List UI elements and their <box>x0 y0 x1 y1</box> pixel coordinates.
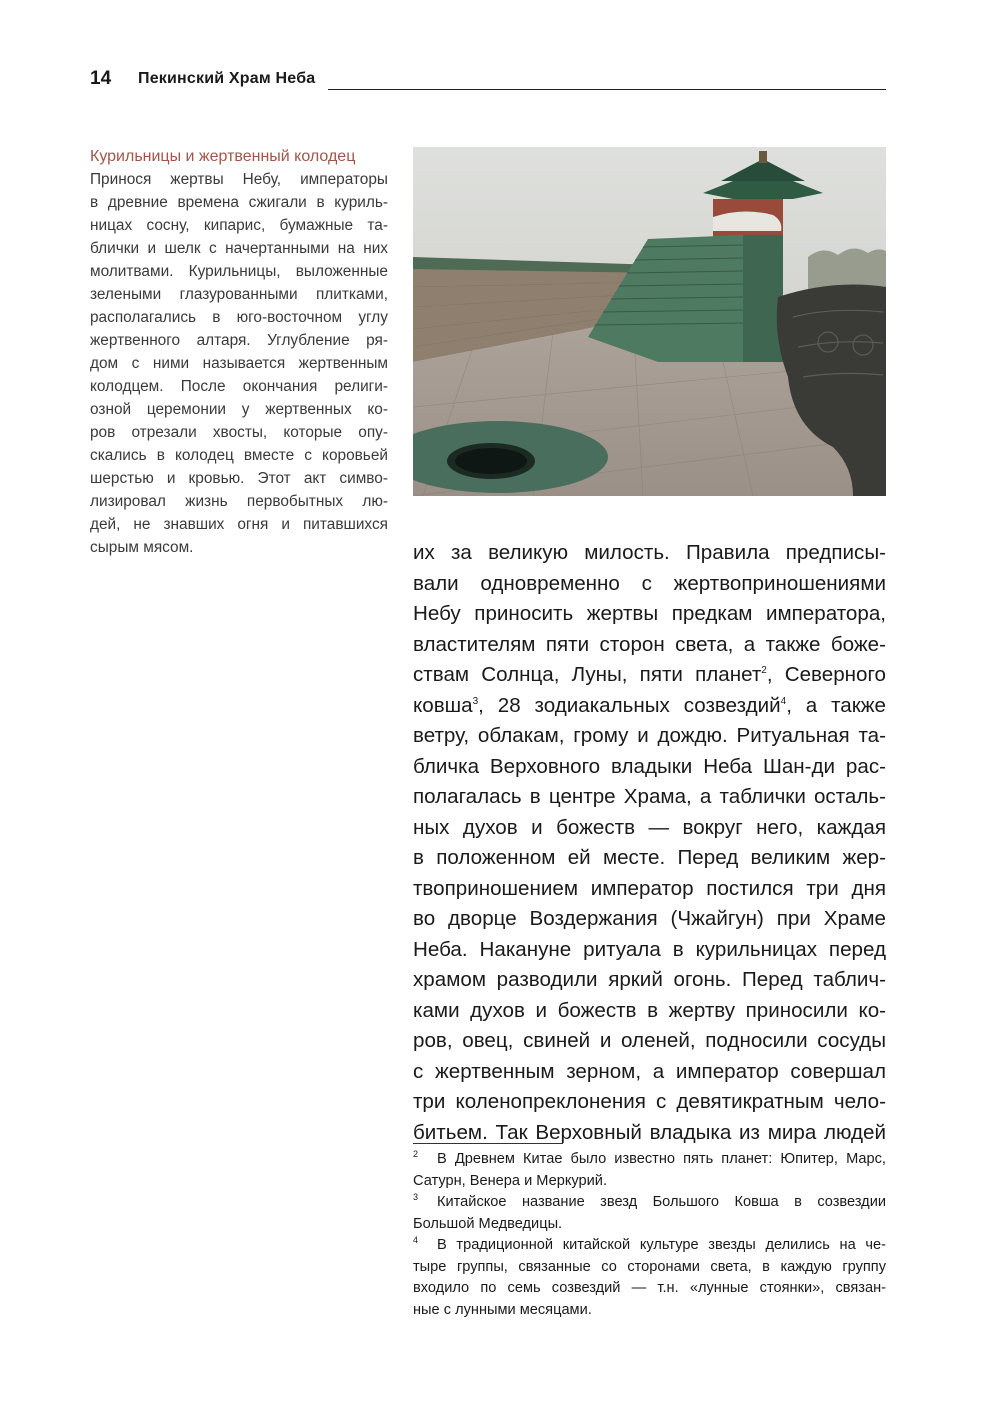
text-line: битьем. Так Верховный владыка из мира людей <box>413 1120 886 1144</box>
text-line: бличка Верховного владыки Неба Шан-ди рас- <box>413 754 886 778</box>
text-line: твоприношением император постился три дня <box>413 876 886 900</box>
text-line: Небу приносить жертвы предкам императора, <box>413 602 886 625</box>
footnote-line: входило по семь созвездий — т.н. «лунные стоянки», связан- <box>413 1280 886 1296</box>
sidebar-line: скались в колодец вместе с коровьей <box>90 447 388 464</box>
sidebar-line: шерстью и кровью. Этот акт симво- <box>90 470 388 487</box>
text-line: вали одновременно с жертвоприношениями <box>413 571 886 595</box>
sidebar-line: в древние времена сжигали в куриль- <box>90 194 388 211</box>
footnote-ref-4[interactable]: 4 <box>780 695 787 707</box>
sidebar-line: Принося жертвы Небу, императоры <box>90 171 388 188</box>
sidebar-line: располагались в юго-восточном углу <box>90 309 388 326</box>
sidebar-line: сырым мясом. <box>90 539 194 556</box>
running-header <box>90 64 886 94</box>
footnote-line: Сатурн, Венера и Меркурий. <box>413 1172 607 1189</box>
text-segment: , Северного <box>766 663 886 686</box>
text-line: властителям пяти сторон света, а также боже- <box>413 632 886 656</box>
running-title: Пекинский Храм Неба <box>138 70 316 87</box>
footnote-line: Большой Медведицы. <box>413 1215 563 1232</box>
sidebar-title: Курильницы и жертвенный колодец <box>90 148 356 165</box>
footnotes <box>413 1149 886 1321</box>
sidebar-line: жертвенного алтаря. Углубление ря- <box>90 332 388 349</box>
footnote-ref-3[interactable]: 3 <box>472 695 479 707</box>
sidebar-line: озной церемонии у жертвенных ко- <box>90 401 388 418</box>
text-line: храмом разводили яркий огонь. Перед таблич- <box>413 968 886 991</box>
text-line: ветру, облакам, грому и дождю. Ритуальная та- <box>413 724 886 747</box>
text-line: полагалась в центре Храма, а таблички осталь- <box>413 785 886 808</box>
sidebar-line: дом с ними называется жертвенным <box>90 355 388 372</box>
text-line <box>413 660 886 691</box>
sidebar-line: дей, не знавших огня и питавшихся <box>90 516 388 533</box>
page-number: 14 <box>90 68 112 89</box>
footnote-text: В традиционной китайской культуре звезды делились на че- <box>437 1237 886 1253</box>
text-line: ров, овец, свиней и оленей, подносили сосуды <box>413 1029 886 1052</box>
text-segment: ствам Солнца, Луны, пяти планет <box>413 663 762 686</box>
text-segment: , 28 зодиакальных созвездий <box>478 693 781 717</box>
sidebar-line: лизировал жизнь первобытных лю- <box>90 493 388 510</box>
footnote-4: 4 В традиционной китайской культуре звезды делились на че- <box>413 1235 886 1253</box>
text-line <box>413 691 886 722</box>
text-line: ных духов и божеств — вокруг него, каждая <box>413 815 886 839</box>
main-text <box>413 538 886 1148</box>
footnote-line: ные с лунными месяцами. <box>413 1301 592 1318</box>
text-line: Неба. Накануне ритуала в курильницах перед <box>413 937 886 961</box>
header-rule <box>328 89 886 90</box>
text-line: ками духов и божеств в жертву приносили ко- <box>413 998 886 1022</box>
sidebar-line: ров отрезали хвосты, которые опу- <box>90 424 388 441</box>
sidebar-line: колодцем. После окончания религи- <box>90 378 388 395</box>
sidebar-note <box>90 145 388 559</box>
footnote-ref-2[interactable]: 2 <box>761 665 767 676</box>
text-line: их за великую милость. Правила предписы- <box>413 541 886 564</box>
altar-photo <box>413 147 886 496</box>
footnote-rule <box>413 1143 563 1144</box>
text-line: во дворце Воздержания (Чжайгун) при Храме <box>413 907 886 930</box>
text-line: в положенном ей месте. Перед великим жер- <box>413 846 886 869</box>
sidebar-line: блички и шелк с начертанными на них <box>90 240 388 257</box>
text-segment: ковша <box>413 693 473 717</box>
sidebar-line: ницах сосну, кипарис, бумажные та- <box>90 217 388 234</box>
footnote-3: 3 Китайское название звезд Большого Ковша в созвездии <box>413 1192 886 1210</box>
sidebar-line: молитвами. Курильницы, выложенные <box>90 263 388 280</box>
text-line: три коленопреклонения с девятикратным чело- <box>413 1090 886 1113</box>
footnote-line: тыре группы, связанные со сторонами света, в каждую группу <box>413 1258 886 1275</box>
text-line: с жертвенным зерном, а император совершал <box>413 1059 886 1083</box>
text-segment: , а также <box>786 693 887 717</box>
footnote-2: 2 В Древнем Китае было известно пять планет: Юпитер, Марс, <box>413 1149 886 1167</box>
footnote-text: Китайское название звезд Большого Ковша в созвездии <box>437 1194 886 1210</box>
footnote-text: В Древнем Китае было известно пять планет: Юпитер, Марс, <box>437 1151 886 1167</box>
sidebar-line: зелеными глазурованными плитками, <box>90 286 388 303</box>
